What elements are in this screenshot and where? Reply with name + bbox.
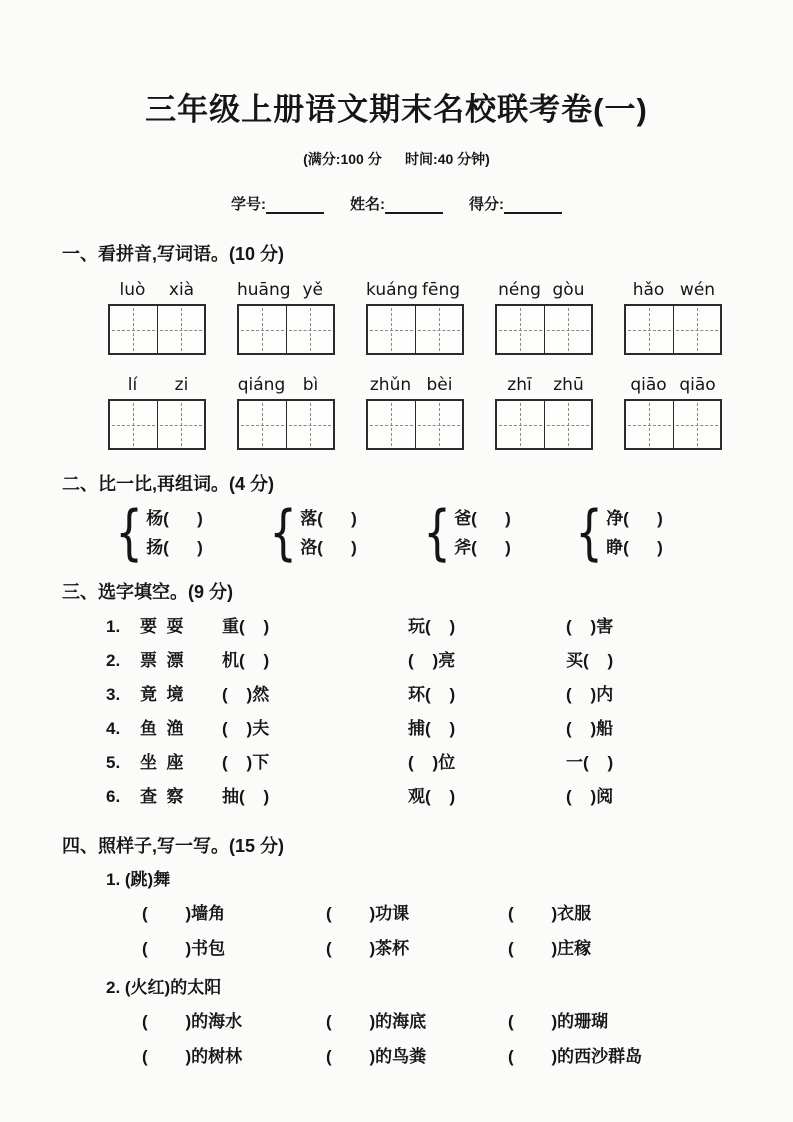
pinyin-syllable: zhī (507, 375, 532, 395)
phrase-blank: ( )功课 (326, 904, 410, 923)
pinyin-syllable: huāng (237, 280, 291, 300)
phrase-blank: ( )书包 (142, 939, 226, 958)
phrase-blank: ( )的西沙群岛 (508, 1047, 643, 1066)
writing-box (624, 304, 722, 355)
choice-characters: 票 漂 (140, 651, 184, 670)
fill-item: 观( ) (408, 787, 456, 806)
section2-heading: 二、比一比,再组词。(4 分) (62, 474, 274, 494)
fill-item: ( )阅 (566, 787, 614, 806)
fill-item: ( )害 (566, 617, 614, 636)
score-label: 得分: (469, 196, 504, 213)
phrase-row (142, 896, 733, 931)
section4-heading: 四、照样子,写一写。(15 分) (62, 836, 285, 856)
pinyin-box-group (108, 375, 206, 450)
student-id-blank (266, 198, 324, 214)
pair-lines (300, 504, 357, 562)
writing-box (108, 399, 206, 450)
pinyin-syllable: qiāo (679, 375, 716, 395)
writing-cell (626, 401, 673, 448)
fill-item: 抽( ) (222, 787, 270, 806)
phrase-row (142, 1039, 733, 1074)
fill-item: 一( ) (566, 753, 614, 772)
fill-item: ( )下 (222, 753, 270, 772)
writing-cell (544, 306, 592, 353)
pinyin-box-group (366, 280, 464, 355)
writing-box (237, 304, 335, 355)
pinyin-label (237, 280, 335, 300)
fill-item: ( )内 (566, 685, 614, 704)
writing-cell (286, 306, 334, 353)
pinyin-box-group (624, 375, 722, 450)
writing-cell (415, 401, 463, 448)
pinyin-syllable: néng (498, 280, 541, 300)
writing-cell (239, 306, 286, 353)
writing-cell (368, 306, 415, 353)
pinyin-box-group (495, 375, 593, 450)
brace-glyph: { (423, 498, 451, 568)
choice-characters: 坐 座 (140, 753, 184, 772)
phrase-blank: ( )墙角 (142, 904, 226, 923)
compare-pairs-row (110, 498, 733, 568)
writing-cell (110, 401, 157, 448)
pinyin-box-group (108, 280, 206, 355)
phrase-blank: ( )衣服 (508, 904, 592, 923)
row-number: 1. (106, 617, 121, 636)
fill-item: ( )夫 (222, 719, 270, 738)
brace-glyph: { (115, 498, 143, 568)
pinyin-box-group (624, 280, 722, 355)
writing-box (366, 304, 464, 355)
pinyin-label (495, 280, 593, 300)
pinyin-syllable: fēng (422, 280, 461, 300)
phrase-row (142, 931, 733, 966)
writing-box (366, 399, 464, 450)
fill-item: ( )然 (222, 685, 270, 704)
fill-item: 捕( ) (408, 719, 456, 738)
phrase-blank: ( )的树林 (142, 1047, 243, 1066)
pinyin-syllable: gòu (552, 280, 585, 300)
example-label: 2. (火红)的太阳 (106, 978, 222, 997)
section3-heading: 三、选字填空。(9 分) (62, 582, 233, 602)
pinyin-label (495, 375, 593, 395)
choose-row (106, 678, 733, 712)
pair-bottom: 洛( ) (300, 538, 357, 557)
pinyin-syllable: luò (119, 280, 146, 300)
row-number: 5. (106, 753, 121, 772)
pinyin-syllable: bèi (426, 375, 453, 395)
pinyin-box-group (495, 280, 593, 355)
student-id-label: 学号: (231, 196, 266, 213)
pinyin-syllable: bì (302, 375, 319, 395)
phrase-blank: ( )的海水 (142, 1012, 243, 1031)
fill-item: 环( ) (408, 685, 456, 704)
phrase-blank: ( )的鸟粪 (326, 1047, 427, 1066)
writing-box (495, 304, 593, 355)
choose-row (106, 780, 733, 814)
phrase-row (142, 1004, 733, 1039)
fill-item: ( )位 (408, 753, 456, 772)
pinyin-label (108, 375, 206, 395)
row-number: 6. (106, 787, 121, 806)
choose-row (106, 644, 733, 678)
pinyin-label (237, 375, 335, 395)
pinyin-syllable: wén (679, 280, 716, 300)
fill-item: 玩( ) (408, 617, 456, 636)
pair-top: 净( ) (606, 509, 663, 528)
writing-cell (157, 306, 205, 353)
row-number: 2. (106, 651, 121, 670)
choose-character-rows (106, 610, 733, 814)
writing-cell (368, 401, 415, 448)
pair-top: 落( ) (300, 509, 357, 528)
writing-cell (626, 306, 673, 353)
pinyin-label (624, 280, 722, 300)
example-label: 1. (跳)舞 (106, 870, 171, 889)
row-number: 3. (106, 685, 121, 704)
student-name-field (350, 193, 443, 214)
pair-bottom: 斧( ) (454, 538, 511, 557)
writing-cell (497, 401, 544, 448)
pinyin-syllable: zhū (553, 375, 584, 395)
compare-pair (264, 498, 418, 568)
pinyin-box-group (237, 280, 335, 355)
row-number: 4. (106, 719, 121, 738)
compare-pair (570, 498, 733, 568)
student-info-line (0, 193, 793, 214)
score-field (469, 193, 562, 214)
writing-cell (157, 401, 205, 448)
pinyin-syllable: xià (168, 280, 195, 300)
section1-heading: 一、看拼音,写词语。(10 分) (62, 244, 285, 264)
pair-top: 爸( ) (454, 509, 511, 528)
compare-pair (418, 498, 570, 568)
pair-lines (146, 504, 203, 562)
writing-cell (286, 401, 334, 448)
writing-cell (673, 401, 721, 448)
choose-row (106, 712, 733, 746)
fill-item: ( )船 (566, 719, 614, 738)
pinyin-syllable: zhǔn (369, 375, 412, 395)
pinyin-label (366, 280, 464, 300)
phrase-blank: ( )的海底 (326, 1012, 427, 1031)
writing-cell (497, 306, 544, 353)
compare-pair (110, 498, 264, 568)
page-title: 三年级上册语文期末名校联考卷(一) (145, 92, 648, 127)
phrase-blank: ( )庄稼 (508, 939, 592, 958)
pinyin-label (624, 375, 722, 395)
pair-top: 杨( ) (146, 509, 203, 528)
pinyin-label (108, 280, 206, 300)
pinyin-row-2 (108, 375, 733, 450)
choice-characters: 要 耍 (140, 617, 184, 636)
pinyin-box-group (237, 375, 335, 450)
student-name-blank (385, 198, 443, 214)
choice-characters: 查 察 (140, 787, 184, 806)
pinyin-row-1 (108, 280, 733, 355)
brace-glyph: { (269, 498, 297, 568)
pair-lines (606, 504, 663, 562)
choice-characters: 竟 境 (140, 685, 184, 704)
pinyin-syllable: lí (127, 375, 138, 395)
writing-cell (673, 306, 721, 353)
writing-cell (415, 306, 463, 353)
fill-item: 机( ) (222, 651, 270, 670)
pinyin-syllable: kuáng (366, 280, 419, 300)
phrase-blank: ( )的珊瑚 (508, 1012, 609, 1031)
pinyin-syllable: qiáng (237, 375, 286, 395)
writing-box (495, 399, 593, 450)
choice-characters: 鱼 渔 (140, 719, 184, 738)
pinyin-syllable: hǎo (632, 280, 665, 300)
pair-bottom: 扬( ) (146, 538, 203, 557)
phrase-blank: ( )茶杯 (326, 939, 410, 958)
student-id-field (231, 193, 324, 214)
student-name-label: 姓名: (350, 196, 385, 213)
pinyin-syllable: qiāo (630, 375, 667, 395)
writing-cell (110, 306, 157, 353)
choose-row (106, 610, 733, 644)
fill-item: 重( ) (222, 617, 270, 636)
fill-item: ( )亮 (408, 651, 456, 670)
choose-row (106, 746, 733, 780)
fill-item: 买( ) (566, 651, 614, 670)
writing-box (237, 399, 335, 450)
brace-glyph: { (575, 498, 603, 568)
pinyin-label (366, 375, 464, 395)
writing-cell (239, 401, 286, 448)
pinyin-syllable: zi (174, 375, 189, 395)
score-blank (504, 198, 562, 214)
writing-box (108, 304, 206, 355)
pair-lines (454, 504, 511, 562)
writing-box (624, 399, 722, 450)
pinyin-syllable: yě (302, 280, 324, 300)
pair-bottom: 睁( ) (606, 538, 663, 557)
exam-meta-line: (满分:100 分 时间:40 分钟) (303, 151, 490, 167)
pinyin-box-group (366, 375, 464, 450)
writing-cell (544, 401, 592, 448)
